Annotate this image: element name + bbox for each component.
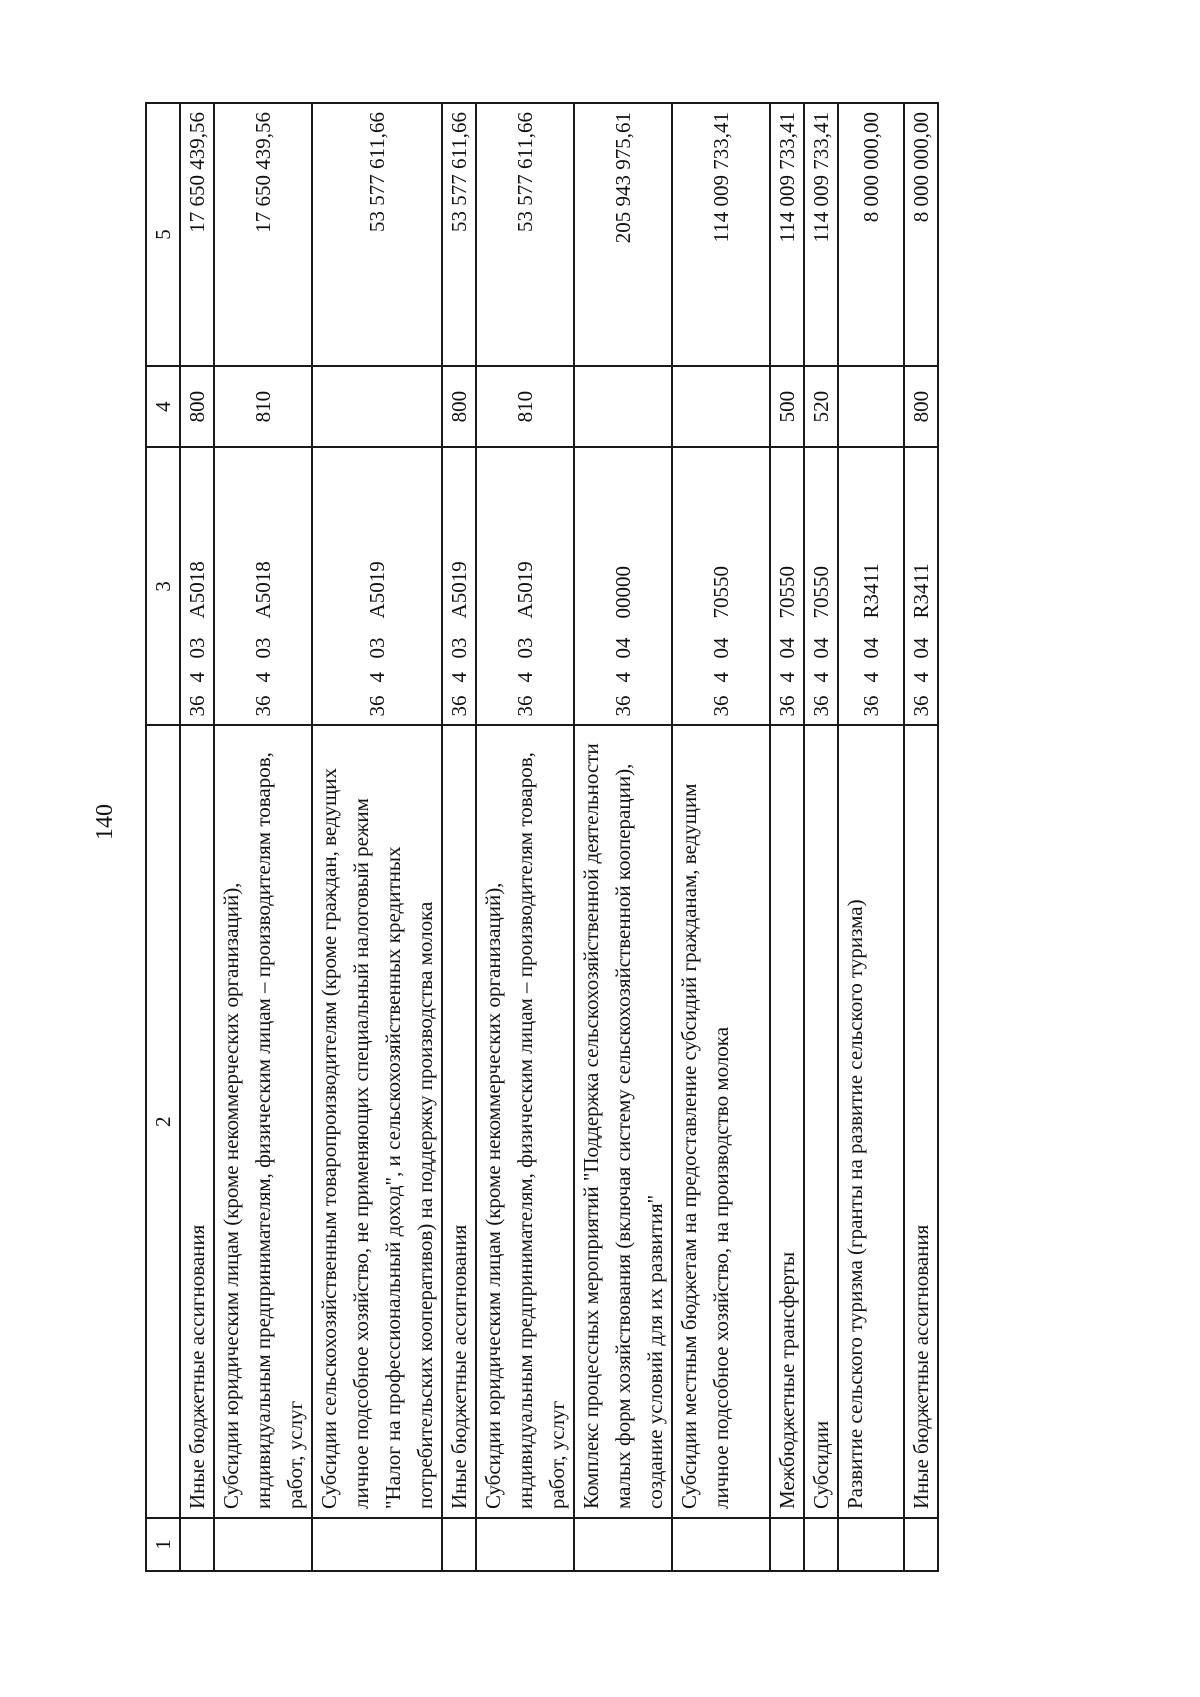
row-amount: 17 650 439,56 — [180, 103, 214, 366]
row-name: Субсидии — [804, 725, 838, 1518]
row-amount: 114 009 733,41 — [770, 103, 804, 366]
row-amount: 205 943 975,61 — [574, 103, 672, 366]
row-code: 36403A5019 — [476, 447, 574, 725]
row-vr — [574, 366, 672, 447]
row-vr: 800 — [442, 366, 476, 447]
row-name: Субсидии сельскохозяйственным товаропроизводителям (кроме граждан, ведущих личное подсобное хозяйство, не применяющих специальный налоговый режим "Налог на профессиональный доход", и сельскохозяйственных кредитных потребительских кооперативов) на поддержку производства молока — [312, 725, 442, 1518]
row-code: 3640400000 — [574, 447, 672, 725]
row-code: 36403A5018 — [180, 447, 214, 725]
row-code: 36404R3411 — [838, 447, 904, 725]
row-vr — [312, 366, 442, 447]
row-vr: 520 — [804, 366, 838, 447]
table-row — [214, 103, 312, 1571]
row-vr — [672, 366, 770, 447]
table-row — [838, 103, 904, 1571]
page-number: 140 — [92, 804, 118, 840]
row-name: Субсидии юридическим лицам (кроме некоммерческих организаций), индивидуальным предпринимателям, физическим лицам – производителям товаров, работ, услуг — [214, 725, 312, 1518]
header-col-5: 5 — [146, 103, 180, 366]
row-code: 36403A5019 — [442, 447, 476, 725]
table-row — [574, 103, 672, 1571]
row-name: Иные бюджетные ассигнования — [904, 725, 938, 1518]
table-row — [672, 103, 770, 1571]
header-col-3: 3 — [146, 447, 180, 725]
row-vr: 810 — [214, 366, 312, 447]
row-code: 3640470550 — [804, 447, 838, 725]
row-code: 3640470550 — [770, 447, 804, 725]
row-amount: 17 650 439,56 — [214, 103, 312, 366]
row-name: Иные бюджетные ассигнования — [180, 725, 214, 1518]
table-row — [312, 103, 442, 1571]
header-col-1: 1 — [146, 1518, 180, 1571]
row-amount: 53 577 611,66 — [442, 103, 476, 366]
header-col-4: 4 — [146, 366, 180, 447]
table-row — [904, 103, 938, 1571]
row-vr: 800 — [180, 366, 214, 447]
row-amount: 53 577 611,66 — [476, 103, 574, 366]
row-vr: 810 — [476, 366, 574, 447]
budget-table — [145, 102, 939, 1572]
row-name: Комплекс процессных мероприятий "Поддержка сельскохозяйственной деятельности малых форм хозяйствования (включая систему сельскохозяйственной кооперации), создание условий для их развития" — [574, 725, 672, 1518]
row-vr: 500 — [770, 366, 804, 447]
table-row — [476, 103, 574, 1571]
row-amount: 114 009 733,41 — [672, 103, 770, 366]
header-col-2: 2 — [146, 725, 180, 1518]
row-amount: 8 000 000,00 — [904, 103, 938, 366]
row-code: 36403A5019 — [312, 447, 442, 725]
row-code: 36404R3411 — [904, 447, 938, 725]
row-vr — [838, 366, 904, 447]
row-code: 3640470550 — [672, 447, 770, 725]
table-row — [770, 103, 804, 1571]
row-name: Субсидии местным бюджетам на предоставление субсидий гражданам, ведущим личное подсобное хозяйство, на производство молока — [672, 725, 770, 1518]
table-row — [180, 103, 214, 1571]
row-amount: 114 009 733,41 — [804, 103, 838, 366]
row-name: Развитие сельского туризма (гранты на развитие сельского туризма) — [838, 725, 904, 1518]
row-name: Межбюджетные трансферты — [770, 725, 804, 1518]
table-header-row — [146, 103, 180, 1571]
row-amount: 8 000 000,00 — [838, 103, 904, 366]
table-row — [442, 103, 476, 1571]
table-row — [804, 103, 838, 1571]
row-vr: 800 — [904, 366, 938, 447]
row-name: Субсидии юридическим лицам (кроме некоммерческих организаций), индивидуальным предпринимателям, физическим лицам – производителям товаров, работ, услуг — [476, 725, 574, 1518]
row-code: 36403A5018 — [214, 447, 312, 725]
row-amount: 53 577 611,66 — [312, 103, 442, 366]
row-name: Иные бюджетные ассигнования — [442, 725, 476, 1518]
